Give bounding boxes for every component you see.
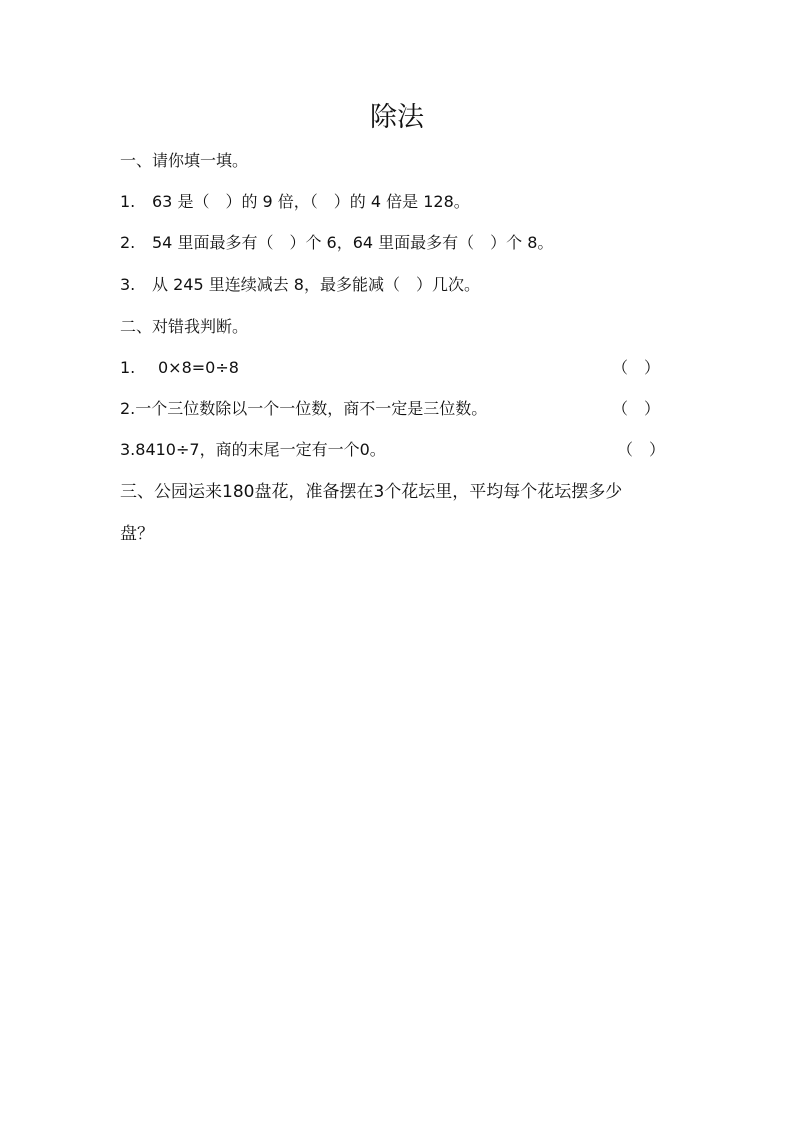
question-text: 一个三位数除以一个一位数，商不一定是三位数。 xyxy=(135,399,488,418)
word-problem-line-1: 三、公园运来180盘花，准备摆在3个花坛里，平均每个花坛摆多少 xyxy=(120,482,623,502)
fill-question-2 xyxy=(120,232,553,254)
page-title: 除法 xyxy=(370,102,424,133)
fill-question-1 xyxy=(120,191,470,213)
judge-question-2 xyxy=(120,398,487,420)
section2-heading: 二、对错我判断。 xyxy=(120,317,249,336)
section1-heading: 一、请你填一填。 xyxy=(120,151,249,170)
answer-parentheses: （ ） xyxy=(617,440,666,459)
answer-parentheses: （ ） xyxy=(612,358,661,377)
answer-parentheses: （ ） xyxy=(612,399,661,418)
fill-question-3 xyxy=(120,274,480,296)
question-number: 2. xyxy=(120,399,136,418)
question-text: 54 里面最多有（ ）个 6，64 里面最多有（ ）个 8。 xyxy=(152,233,554,252)
question-number: 3. xyxy=(120,440,136,459)
judge-question-1 xyxy=(120,357,239,379)
question-text: 从 245 里连续减去 8，最多能减（ ）几次。 xyxy=(152,275,480,294)
question-number: 1. xyxy=(120,192,136,211)
question-text: 63 是（ ）的 9 倍，（ ）的 4 倍是 128。 xyxy=(152,192,470,211)
judge-question-3 xyxy=(120,439,386,461)
question-number: 2. xyxy=(120,233,136,252)
question-text: 0×8=0÷8 xyxy=(158,358,239,377)
question-number: 3. xyxy=(120,275,136,294)
question-number: 1. xyxy=(120,358,136,377)
word-problem-line-2: 盘？ xyxy=(120,524,154,544)
question-text: 8410÷7，商的末尾一定有一个0。 xyxy=(135,440,386,459)
